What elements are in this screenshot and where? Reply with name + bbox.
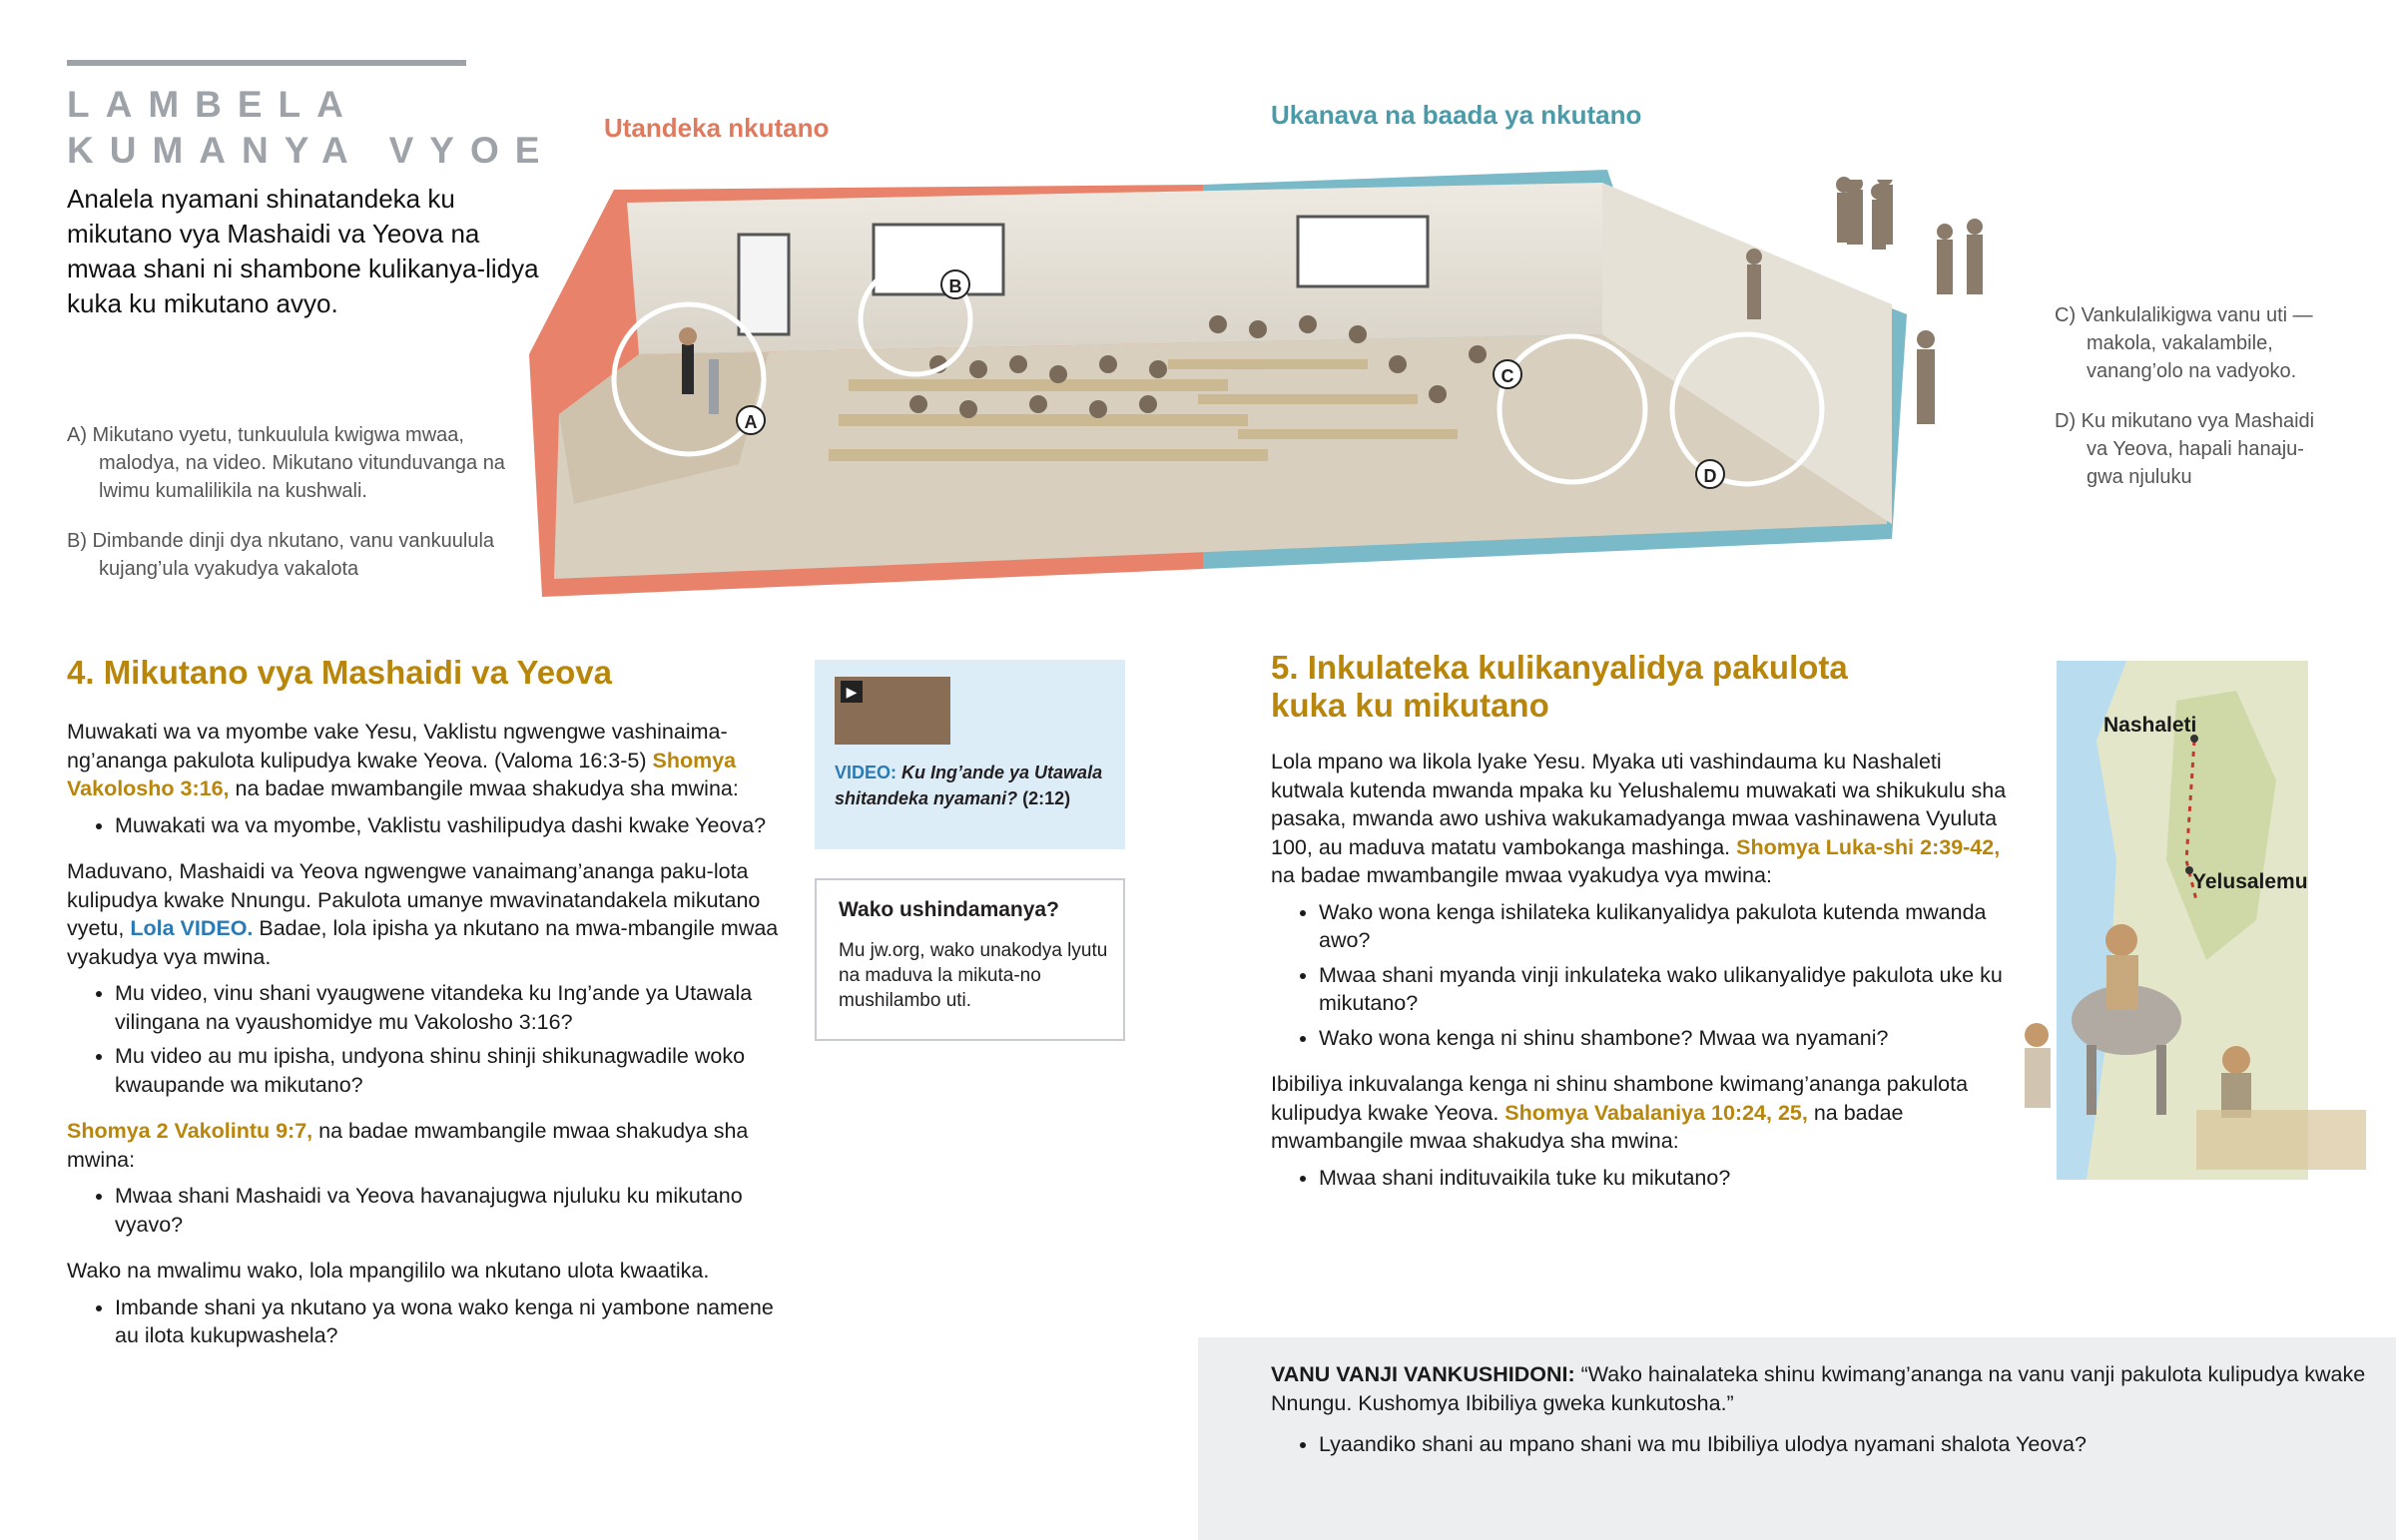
question-item: • Mu video, vinu shani vyaugwene vitandeka ku Ing’ande ya Utawala vilingana na vyaushomidye mu Vakolosho 3:16? [115,979,786,1036]
question-item: • Lyaandiko shani au mpano shani wa mu Ibibiliya ulodya nyamani shalota Yeova? [1319,1430,2396,1459]
question-item: • Wako wona kenga ni shinu shambone? Mwaa wa nyamani? [1319,1024,2015,1053]
did-you-know-box [815,878,1125,1041]
box-text: Mu jw.org, wako unakodya lyutu na maduva la mikuta-no mushilambo uti. [839,940,1108,1011]
section4-paragraph-2: Maduvano, Mashaidi va Yeova ngwengwe vanaimang’ananga paku-lota kulipudya kwake Nnungu. Pakulota umanye mwavinatandakela mikutano vyetu, Lola VIDEO. Badae, lola ipisha ya nkutano na mwa-mbangile mwaa vyakudya vya mwina. [67,859,779,969]
section4-heading: 4. Mikutano vya Mashaidi va Yeova [67,654,612,691]
question-item: • Mwaa shani indituvaikila tuke ku mikutano? [1319,1164,2015,1193]
marker-c: C [1493,359,1522,389]
marker-b: B [940,269,970,299]
section4-paragraph-4: Wako na mwalimu wako, lola mpangililo wa nkutano ulota kwaatika. [67,1259,710,1283]
scripture-link[interactable]: Shomya 2 Vakolintu 9:7, [67,1119,313,1143]
journey-map-illustration [1977,661,2376,1210]
video-caption: VIDEO: Ku Ing’ande ya Utawala shitandeka nyamani? (2:12) [835,763,1103,808]
question-item: • Mwaa shani Mashaidi va Yeova havanajugwa njuluku ku mikutano vyavo? [115,1182,786,1239]
video-box[interactable] [815,660,1125,849]
objection-text: VANU VANJI VANKUSHIDONI: “Wako hainalateka shinu kwimang’ananga na vanu vanji pakulota kulipudya kwake Nnungu. Kushomya Ibibiliya gweka kunkutosha.” [1271,1362,2366,1415]
section4-body [67,718,786,1356]
play-icon[interactable]: ▶ [841,681,863,703]
question-item: • Imbande shani ya nkutano ya wona wako kenga ni yambone namene au ilota kukupwashela? [115,1293,786,1350]
marker-a: A [736,405,766,435]
caption-d: D) Ku mikutano vya Mashaidi va Yeova, hapali hanaju-gwa njuluku [2055,410,2315,488]
intro-text: Analela nyamani shinatandeka ku mikutano vya Mashaidi va Yeova na mwaa shani ni shambone kulikanya-lidya kuka ku mikutano avyo. [67,184,539,318]
scripture-link[interactable]: Shomya Vabalaniya 10:24, 25, [1504,1100,1808,1125]
video-thumbnail[interactable] [835,677,950,745]
label-after-meeting: Ukanava na baada ya nkutano [1271,100,1642,130]
box-title: Wako ushindamanya? [839,898,1059,921]
caption-a: A) Mikutano vyetu, tunkuulula kwigwa mwaa, malodya, na video. Mikutano vitunduvanga na lwimu kumalilikila na kushwali. [67,424,505,502]
scripture-link[interactable]: Shomya Vakolosho 3:16, [67,748,737,800]
kingdom-hall-illustration [519,165,1917,604]
section5-paragraph-1: Lola mpano wa likola lyake Yesu. Myaka uti vashindauma ku Nashaleti kutwala kutenda mwanda mpaka ku Yelushalemu muwakati wa shikukulu sha pasaka, mwanda awo ushiva wakukamadyanga mwaa vashinawena Vyuluta 100, au maduva matatu vambokanga mashinga. Shomya Luka-shi 2:39-42, na badae mwambangile mwaa vyakudya vya mwina: [1271,750,2007,887]
map-label-jerusalem: Yelusalemu [2192,870,2308,893]
map-label-nazareth: Nashaleti [2103,714,2197,737]
caption-b: B) Dimbande dinji dya nkutano, vanu vankuulula kujang’ula vyakudya vakalota [67,530,495,580]
section5-heading: 5. Inkulateka kulikanyalidya pakulota kuka ku mikutano [1271,649,1848,724]
question-item: • Wako wona kenga ishilateka kulikanyalidya pakulota kutenda mwanda awo? [1319,898,2015,955]
marker-d: D [1695,459,1725,489]
people-outside-illustration [1827,180,2027,479]
question-item: • Mwaa shani myanda vinji inkulateka wako ulikanyalidye pakulota uke ku mikutano? [1319,961,2015,1018]
section4-paragraph-1: Muwakati wa va myombe vake Yesu, Vaklistu ngwengwe vashinaima-ng’ananga pakulota kulipudya kwake Yeova. (Valoma 16:3-5) Shomya Vakolosho 3:16, na badae mwambangile mwaa shakudya sha mwina: [67,720,739,800]
label-before-meeting: Utandeka nkutano [604,113,830,143]
video-link[interactable]: Lola VIDEO. [130,916,254,940]
section4-paragraph-3: Shomya 2 Vakolintu 9:7, na badae mwambangile mwaa shakudya sha mwina: [67,1119,749,1172]
objection-box [1198,1337,2396,1540]
header-rule [67,60,466,66]
section5-body [1271,748,2015,1198]
section5-paragraph-2: Ibibiliya inkuvalanga kenga ni shinu shambone kwimang’ananga pakulota kulipudya kwake Yeova. Shomya Vabalaniya 10:24, 25, na badae mwambangile mwaa shakudya sha mwina: [1271,1072,1969,1153]
question-item: • Mu video au mu ipisha, undyona shinu shinji shikunagwadile woko kwaupande wa mikutano? [115,1042,786,1099]
scripture-link[interactable]: Shomya Luka-shi 2:39-42, [1736,834,2001,859]
caption-c: C) Vankulalikigwa vanu uti —makola, vakalambile, vanang’olo na vadyoko. [2055,304,2313,382]
section-title: LAMBELA KUMANYA VYOE [67,84,556,171]
question-item: • Muwakati wa va myombe, Vaklistu vashilipudya dashi kwake Yeova? [115,811,786,840]
